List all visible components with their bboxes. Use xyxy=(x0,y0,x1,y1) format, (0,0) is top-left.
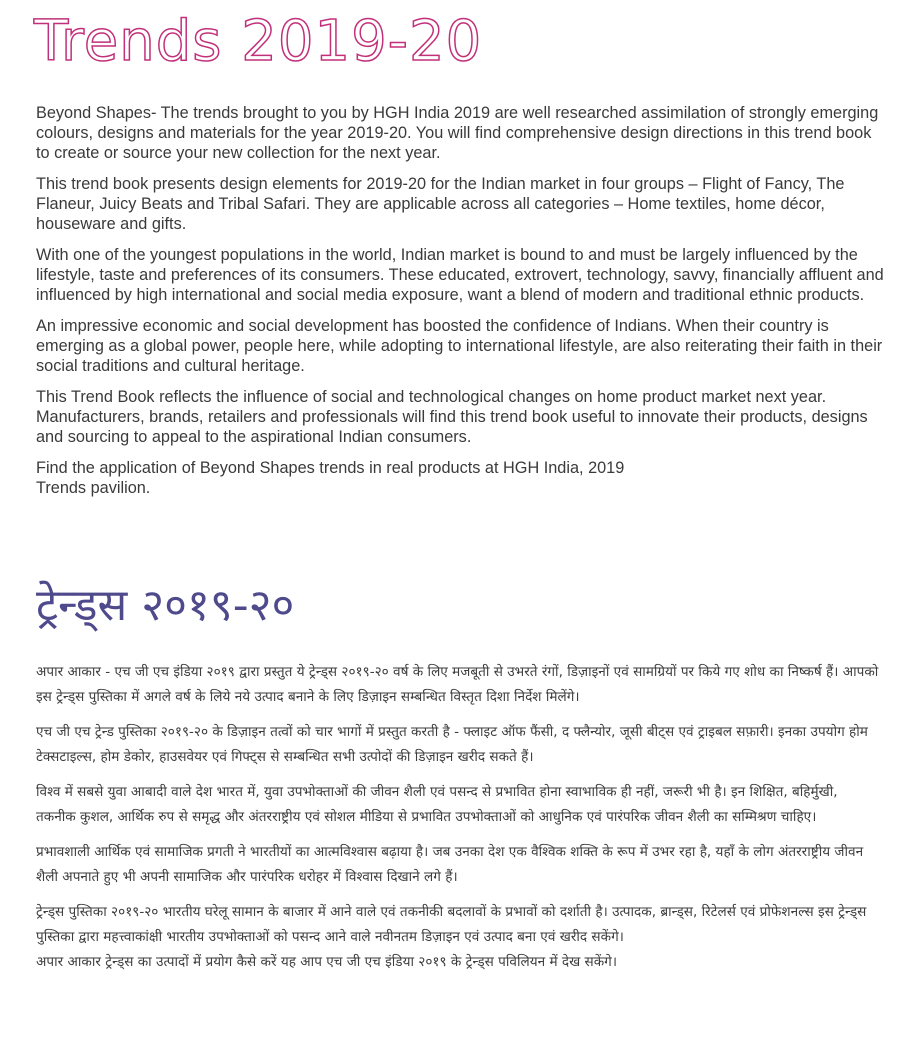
english-paragraph-intro: Beyond Shapes- The trends brought to you by HGH India 2019 are well researched assimilation of strongly emerging colours, designs and materials for the year 2019-20. You will find comprehensive design directions in this trend book to create or source your new collection for the next year. xyxy=(36,104,879,162)
english-paragraph-trend-book: This Trend Book reflects the influence of social and technological changes on home product market next year. Manufacturers, brands, retailers and professionals will find this trend book useful to innovate their products, designs and sourcing to appeal to the aspirational Indian consumers. xyxy=(36,388,868,446)
hindi-paragraph-pavilion: अपार आकार ट्रेन्ड्स का उत्पादों में प्रयोग कैसे करें यह आप एच जी एच इंडिया २०१९ के ट्रेन्ड्स पविलियन में देख सकेंगे। xyxy=(36,954,617,970)
english-paragraph-groups: This trend book presents design elements for 2019-20 for the Indian market in four groups – Flight of Fancy, The Flaneur, Juicy Beats and Tribal Safari. They are applicable across all categories – Home textiles, home décor, houseware and gifts. xyxy=(36,175,845,233)
hindi-paragraph-consumers: विश्व में सबसे युवा आबादी वाले देश भारत में, युवा उपभोक्ताओं की जीवन शैली एवं पसन्द से प्रभावित होना स्वाभाविक ही नहीं, जरूरी भी है। इन शिक्षित, बहिर्मुखी, तकनीक कुशल, आर्थिक रुप से समृद्ध और अंतरराष्ट्रीय एवं सोशल मीडिया से प्रभावित उपभोक्ताओं को आधुनिक एवं पारंपरिक जीवन शैली का सम्मिश्रण चाहिए। xyxy=(36,784,838,825)
hindi-paragraph-intro: अपार आकार - एच जी एच इंडिया २०१९ द्वारा प्रस्तुत ये ट्रेन्ड्स २०१९-२० वर्ष के लिए मजबूती से उभरते रंगों, डिज़ाइनों एवं सामग्रियों पर किये गए शोध का निष्कर्ष हैं। आपको इस ट्रेन्ड्स पुस्तिका में अगले वर्ष के लिये नये उत्पाद बनाने के लिए डिज़ाइन सम्बन्धित विस्तृत दिशा निर्देश मिलेंगे। xyxy=(36,664,879,705)
english-paragraph-pavilion: Find the application of Beyond Shapes trends in real products at HGH India, 2019 Trends pavilion. xyxy=(36,459,625,497)
hindi-body xyxy=(36,660,881,985)
hindi-paragraph-trend-book: ट्रेन्ड्स पुस्तिका २०१९-२० भारतीय घरेलू सामान के बाजार में आने वाले एवं तकनीकी बदलावों के प्रभावों को दर्शाती है। उत्पादक, ब्रान्ड्स, रिटेलर्स एवं प्रोफेशनल्स इस ट्रेन्ड्स पुस्तिका द्वारा महत्त्वाकांक्षी भारतीय उपभोक्ताओं को पसन्द आने वाले नवीनतम डिज़ाइन एवं उत्पाद बना एवं खरीद सकेंगे। xyxy=(36,904,867,945)
english-paragraph-consumers: With one of the youngest populations in the world, Indian market is bound to and must be largely influenced by the lifestyle, taste and preferences of its consumers. These educated, extrovert, technology, savvy, financially affluent and influenced by high international and social media exposure, want a blend of modern and traditional ethnic products. xyxy=(36,246,884,304)
english-body xyxy=(36,103,886,509)
hindi-paragraph-groups: एच जी एच ट्रेन्ड पुस्तिका २०१९-२० के डिज़ाइन तत्वों को चार भागों में प्रस्तुत करती है - फ्लाइट ऑफ फैंसी, द फ्लैन्योर, जूसी बीट्स एवं ट्राइबल सफ़ारी। इनका उपयोग होम टेक्सटाइल्स, होम डेकोर, हाउसवेयर एवं गिफ्ट्स से सम्बन्धित सभी उत्पोदों की डिज़ाइन खरीद सकते हैं। xyxy=(36,724,868,765)
english-paragraph-development: An impressive economic and social development has boosted the confidence of Indians. When their country is emerging as a global power, people here, while adopting to international lifestyle, are also reiterating their faith in their social traditions and cultural heritage. xyxy=(36,317,883,375)
hindi-paragraph-development: प्रभावशाली आर्थिक एवं सामाजिक प्रगती ने भारतीयों का आत्मविश्वास बढ़ाया है। जब उनका देश एक वैश्विक शक्ति के रूप में उभर रहा है, यहाँ के लोग अंतरराष्ट्रीय जीवन शैली अपनाते हुए भी अपनी सामाजिक और पारंपरिक धरोहर में विश्वास दिखाने लगे हैं। xyxy=(36,844,864,885)
english-page-title: Trends 2019-20 xyxy=(34,9,483,74)
hindi-page-title: ट्रेन्ड्स २०१९-२० xyxy=(36,580,295,631)
